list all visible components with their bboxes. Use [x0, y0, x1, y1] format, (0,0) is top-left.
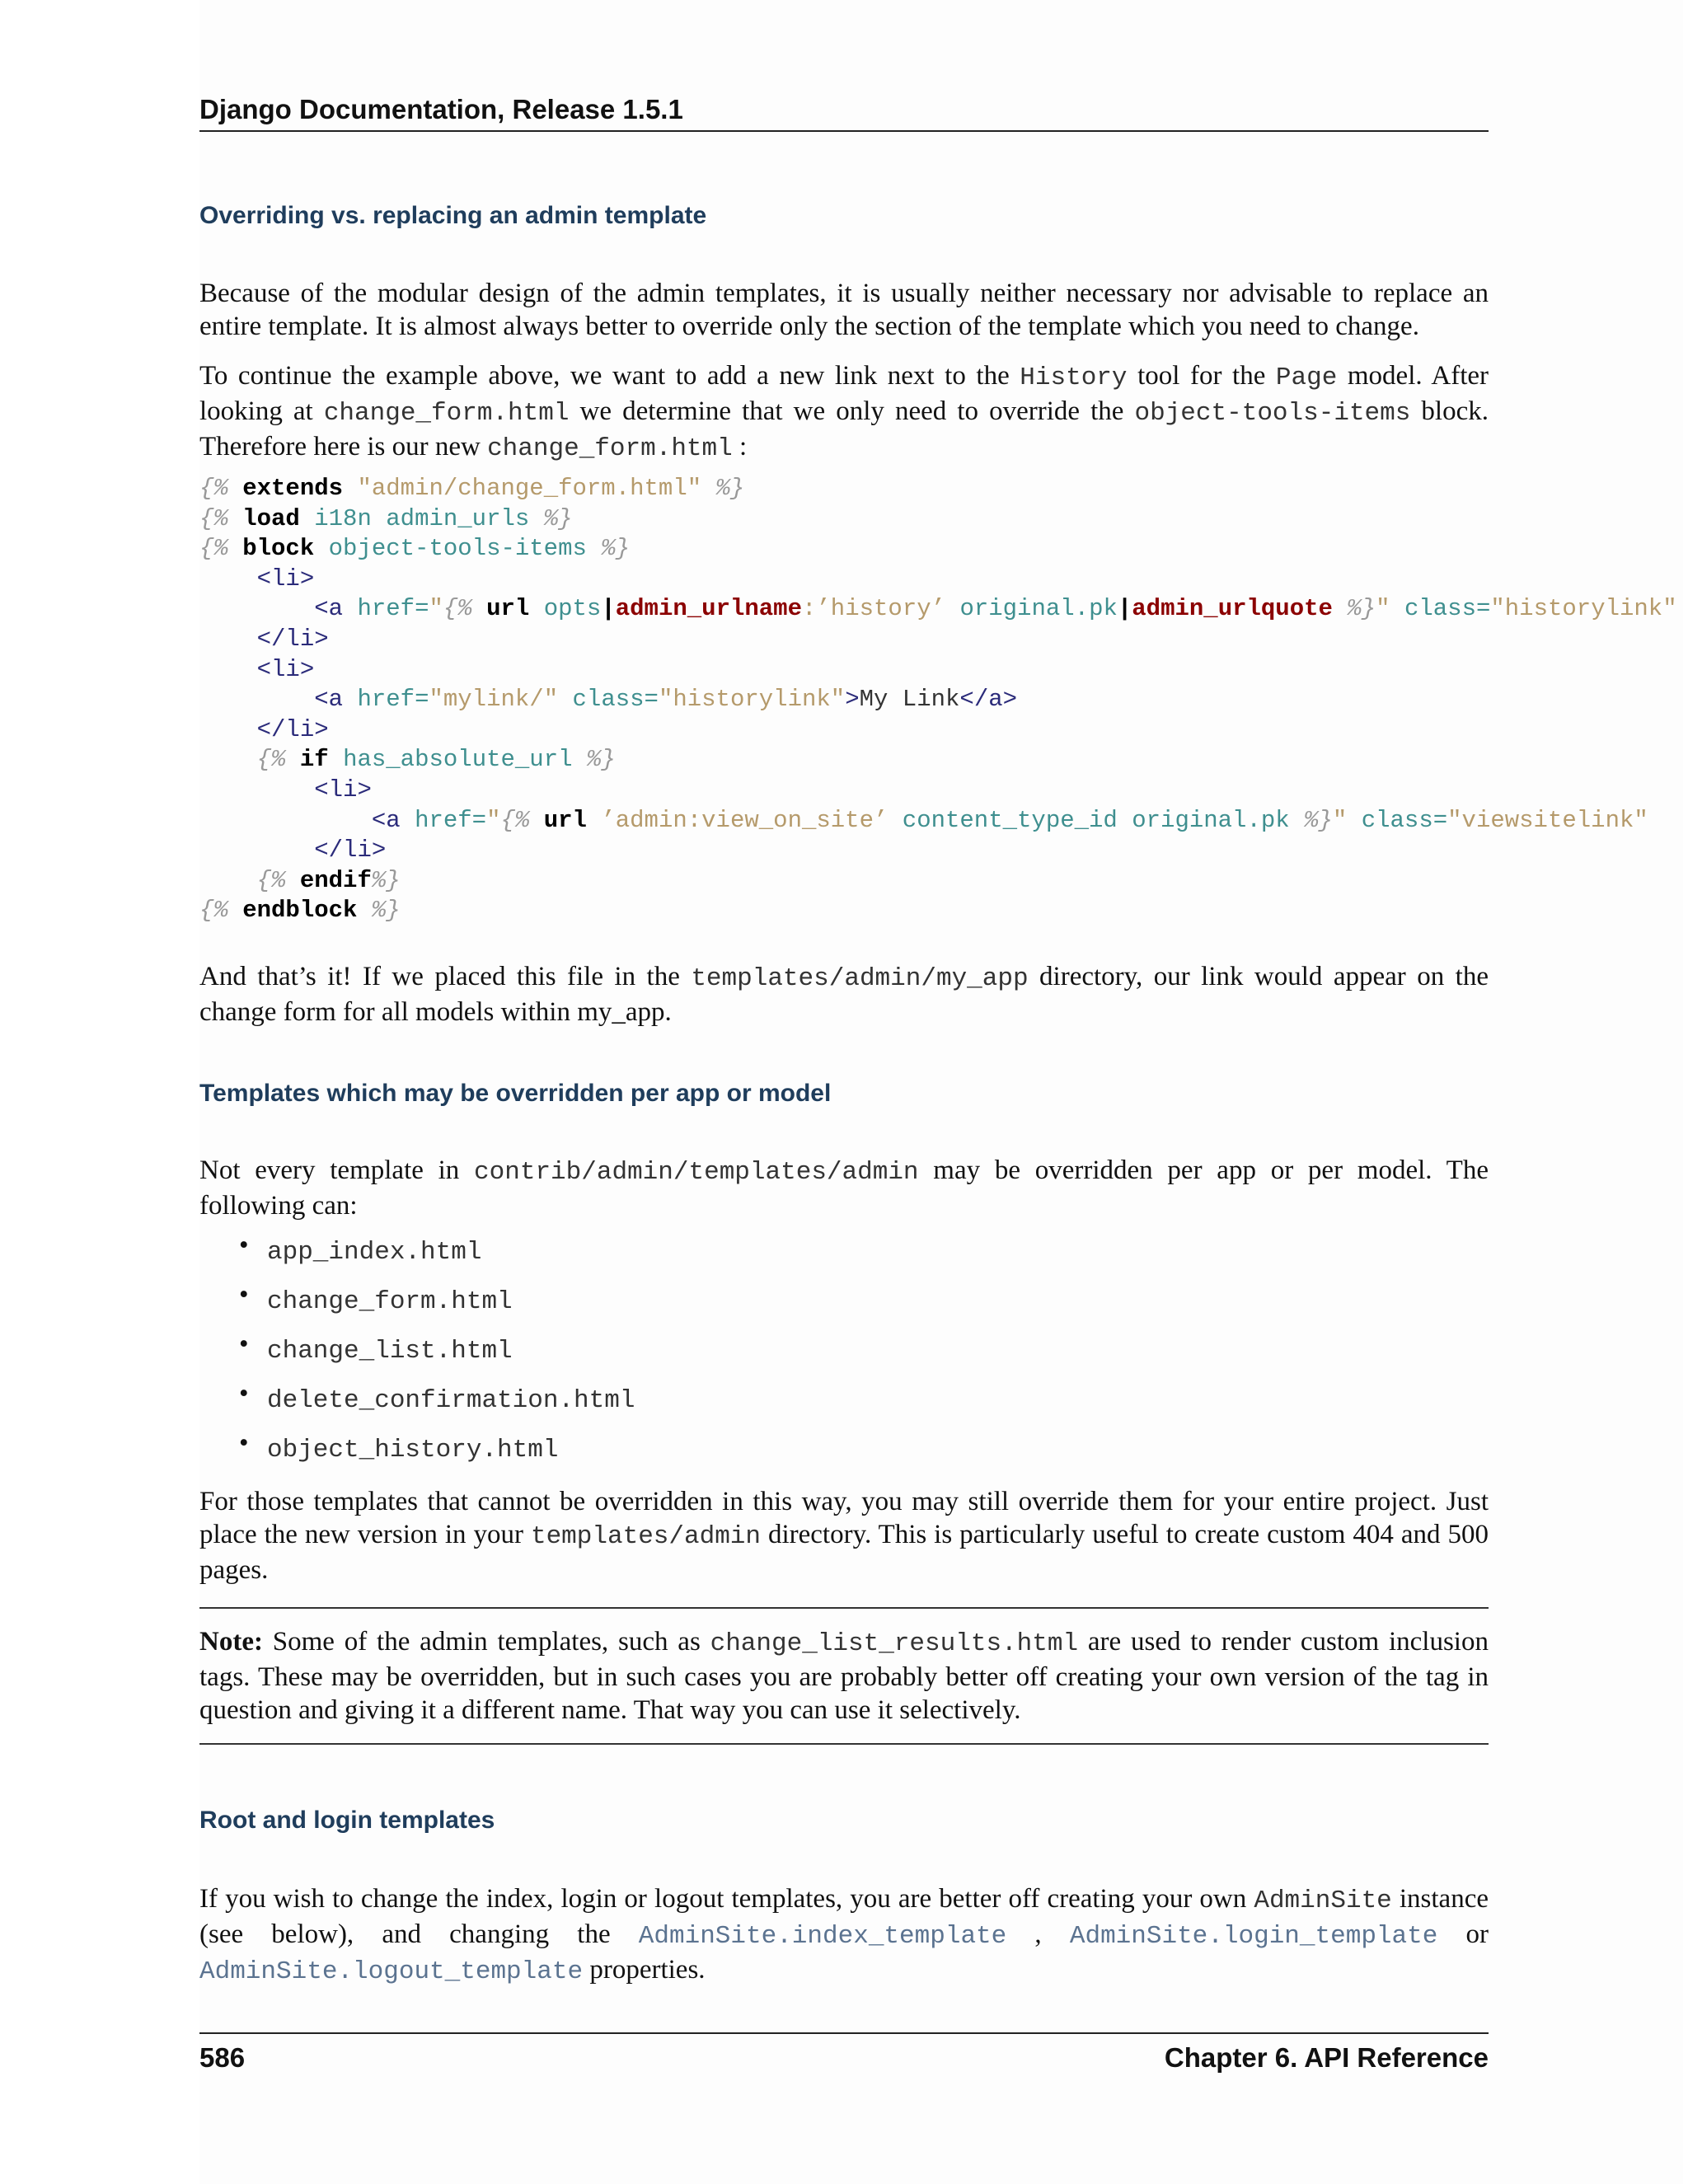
template-delimiter: {% [199, 504, 228, 532]
chapter-title: Chapter 6. API Reference [1164, 2042, 1489, 2073]
running-header [199, 89, 1489, 132]
paragraph-thats-it [199, 960, 1489, 1029]
code-line [199, 897, 401, 924]
cross-reference-link[interactable]: AdminSite.index_template [638, 1922, 1007, 1951]
text: directory. This is particularly useful to create custom 404 and 500 pages. [199, 1520, 1489, 1585]
template-delimiter: {% [443, 595, 472, 623]
inline-code: change_list_results.html [710, 1629, 1079, 1658]
template-delimiter: %} [543, 504, 573, 532]
section-heading-root-login: Root and login templates [199, 1807, 495, 1834]
template-string: ’admin:view_on_site’ [601, 806, 889, 834]
html-tag: <a [314, 686, 344, 714]
html-string: "mylink/" [429, 686, 559, 714]
html-tag: </li> [314, 837, 387, 865]
quote: " [486, 806, 501, 834]
text: model. After looking at [199, 361, 1489, 426]
inline-code: Page [1275, 363, 1338, 392]
text: : [732, 432, 748, 462]
inline-code: templates/admin [530, 1522, 762, 1551]
template-keyword: endblock [242, 897, 358, 925]
section-heading-per-app: Templates which may be overridden per app or model [199, 1080, 832, 1107]
note-box [199, 1625, 1489, 1727]
template-keyword: extends [242, 475, 344, 502]
html-attr: href= [415, 806, 487, 834]
template-delimiter: {% [199, 535, 228, 563]
template-keyword: block [242, 535, 315, 563]
template-delimiter: {% [500, 806, 530, 834]
paragraph-cannot-be-overridden [199, 1485, 1489, 1586]
template-delimiter: {% [199, 475, 228, 502]
inline-code: contrib/admin/templates/admin [474, 1158, 919, 1187]
template-string: "admin/change_form.html" [357, 475, 702, 502]
paragraph-modular-design [199, 277, 1489, 343]
code-line [314, 686, 1017, 713]
html-tag: <a [314, 595, 344, 623]
html-tag: </li> [256, 625, 329, 653]
pipe: | [1117, 595, 1132, 623]
text: Because of the modular design of the admin templates, it is usually neither necessary nor advisable to replace an entire template. It is almost always better to override only the section of the template which you need to change. [199, 279, 1489, 341]
code-line [199, 475, 744, 502]
list-item-code: change_form.html [267, 1287, 513, 1316]
code-line [257, 746, 616, 773]
html-tag: </a> [959, 686, 1018, 714]
code-block [199, 474, 1688, 926]
html-attr: href= [357, 595, 429, 623]
text: If you wish to change the index, login or logout templates, you are better off creating your own [199, 1884, 1254, 1914]
text: may be overridden per app or per model. The following can: [199, 1155, 1489, 1221]
template-delimiter: {% [256, 746, 286, 774]
text: Some of the admin templates, such as [262, 1627, 710, 1657]
note-top-rule [199, 1607, 1489, 1609]
template-name: object-tools-items [328, 535, 587, 563]
code-line [257, 867, 401, 894]
template-name: original.pk [959, 595, 1118, 623]
template-list [239, 1232, 635, 1479]
list-item-code: delete_confirmation.html [267, 1386, 635, 1415]
html-attr: class= [1404, 595, 1491, 623]
text: tool for the [1127, 361, 1276, 391]
template-delimiter: %} [715, 475, 745, 502]
paragraph-not-every-template [199, 1154, 1489, 1222]
inline-code: object-tools-items [1134, 399, 1411, 428]
template-delimiter: {% [256, 866, 286, 894]
list-item-code: change_list.html [267, 1337, 513, 1366]
html-attr: class= [572, 686, 659, 714]
cross-reference-link[interactable]: AdminSite.login_template [1069, 1922, 1438, 1951]
paragraph-root-login [199, 1882, 1489, 1989]
template-delimiter: %} [371, 866, 401, 894]
note-label: Note: [199, 1627, 263, 1657]
list-item-code: object_history.html [267, 1436, 559, 1465]
template-name: opts [543, 595, 602, 623]
header-title: Django Documentation, Release 1.5.1 [199, 94, 683, 124]
html-string: "historylink" [658, 686, 846, 714]
html-text: My Link [859, 686, 960, 714]
list-item-code: app_index.html [267, 1238, 482, 1267]
inline-code: change_form.html [487, 434, 733, 463]
template-delimiter: {% [199, 897, 228, 925]
quote: " [429, 595, 443, 623]
html-tag: <li> [256, 655, 315, 683]
html-tag: > [845, 686, 860, 714]
list-item [239, 1232, 635, 1282]
list-item [239, 1282, 635, 1331]
cross-reference-link[interactable]: AdminSite.logout_template [199, 1957, 584, 1986]
text: properties. [583, 1955, 706, 1985]
template-delimiter: %} [586, 746, 616, 774]
text: directory, our link would appear on the change form for all models within my_app. [199, 962, 1489, 1027]
template-keyword: load [242, 504, 300, 532]
list-item [239, 1380, 635, 1430]
template-keyword: url [543, 806, 587, 834]
html-tag: <li> [314, 776, 372, 804]
template-filter: admin_urlquote [1132, 595, 1333, 623]
code-line [372, 807, 1648, 834]
section-heading-overriding: Overriding vs. replacing an admin template [199, 202, 707, 229]
template-name: i18n admin_urls [314, 504, 530, 532]
html-attr: href= [357, 686, 429, 714]
code-line [199, 535, 630, 562]
pipe: | [601, 595, 616, 623]
template-delimiter: %} [371, 897, 401, 925]
list-item [239, 1331, 635, 1380]
html-string: "historylink" [1490, 595, 1677, 623]
text: To continue the example above, we want to add a new link next to the [199, 361, 1020, 391]
template-delimiter: %} [601, 535, 631, 563]
quote: " [1332, 806, 1348, 834]
inline-code: History [1020, 363, 1128, 392]
template-keyword: url [486, 595, 530, 623]
template-filter: admin_urlname [615, 595, 802, 623]
template-string: :’history’ [802, 595, 946, 623]
code-line [199, 505, 573, 532]
template-delimiter: %} [1347, 595, 1376, 623]
note-bottom-rule [199, 1743, 1489, 1745]
template-keyword: if [299, 746, 329, 774]
running-footer [199, 2032, 1489, 2080]
html-tag: </li> [256, 715, 329, 743]
text: block. Therefore here is our new [199, 396, 1489, 462]
text: And that’s it! If we placed this file in the [199, 962, 692, 991]
inline-code: change_form.html [323, 399, 570, 428]
text: Not every template in [199, 1155, 475, 1185]
html-tag: <li> [256, 565, 315, 593]
inline-code: AdminSite [1254, 1886, 1392, 1915]
html-tag: <a [371, 806, 401, 834]
template-name: has_absolute_url [343, 746, 573, 774]
text: instance (see below), and changing the [199, 1884, 1489, 1949]
page-number: 586 [199, 2042, 246, 2073]
quote: " [1376, 595, 1390, 623]
text: For those templates that cannot be overridden in this way, you may still override them for your entire project. Just place the new version in your [199, 1487, 1489, 1549]
text: we determine that we only need to override the [569, 396, 1135, 426]
inline-code: templates/admin/my_app [691, 964, 1029, 993]
template-keyword: endif [299, 866, 372, 894]
text: are used to render custom inclusion tags. These may be overridden, but in such cases you are probably better off creating your own version of the tag in question and giving it a different name. That way you can use it selectively. [199, 1627, 1489, 1725]
html-attr: class= [1361, 806, 1448, 834]
html-string: "viewsitelink" [1447, 806, 1648, 834]
text: or [1437, 1919, 1489, 1949]
text: , [1006, 1919, 1070, 1949]
template-name: content_type_id original.pk [902, 806, 1290, 834]
paragraph-continue-example [199, 359, 1489, 466]
list-item [239, 1430, 635, 1479]
code-line [314, 595, 1676, 622]
template-delimiter: %} [1304, 806, 1333, 834]
